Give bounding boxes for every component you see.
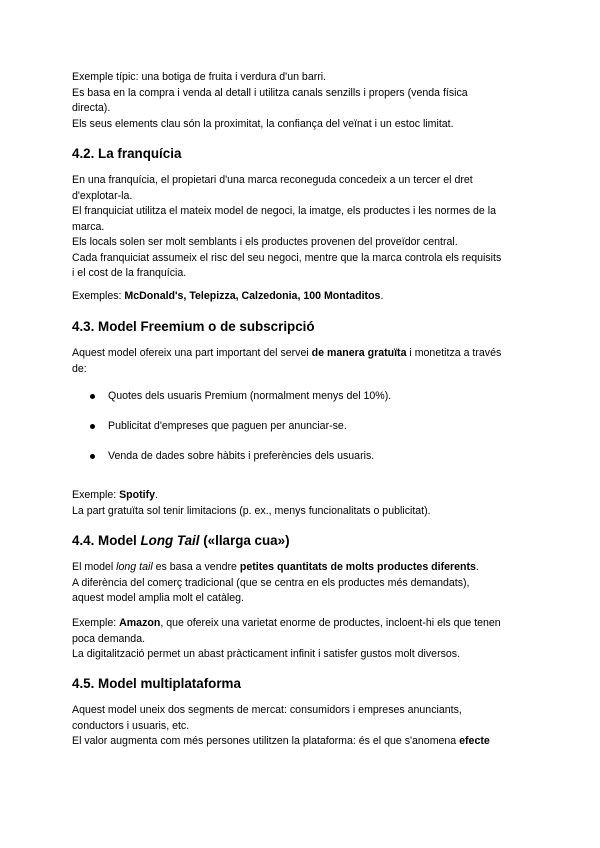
examples-brands: McDonald's, Telepizza, Calzedonia, 100 Montaditos [124, 290, 381, 302]
bullet-item: Venda de dades sobre hàbits i preferències dels usuaris. [108, 450, 375, 462]
example-end: . [155, 489, 158, 501]
franquicia-paragraph [72, 173, 530, 282]
bullet-item: Publicitat d'empreses que paguen per anunciar-se. [108, 420, 347, 432]
text-line: Els locals solen ser molt semblants i els productes provenen del proveïdor central. [72, 236, 458, 248]
text-bold: petites quantitats de molts productes diferents [239, 561, 476, 573]
text-bold: de manera gratuïta [311, 347, 407, 359]
text-bold: efecte [459, 735, 490, 747]
text-line: El franquiciat utilitza el mateix model de negoci, la imatge, els productes i les normes de la [72, 205, 496, 217]
intro-line: Es basa en la compra i venda al detall i utilitza canals senzills i propers (venda física [72, 86, 468, 99]
long-tail-paragraph [72, 560, 530, 607]
heading-fragment: 4.4. Model [72, 533, 141, 548]
examples-end: . [380, 290, 384, 302]
section-heading-long-tail [72, 532, 290, 550]
text-line: de: [72, 362, 87, 375]
section-heading-franquicia: 4.2. La franquícia [72, 146, 182, 161]
text-fragment: El valor augmenta com més persones utilitzen la plataforma: és el que s'anomena [72, 735, 460, 747]
bullet-item: Quotes dels usuaris Premium (normalment menys del 10%). [108, 390, 392, 402]
bullet-icon [90, 394, 95, 399]
intro-line: directa). [72, 102, 111, 114]
example-label: Exemple: [72, 489, 120, 501]
section-heading-freemium: 4.3. Model Freemium o de subscripció [72, 319, 315, 334]
intro-paragraph [72, 70, 530, 132]
text-line: d'explotar-la. [72, 189, 133, 202]
text-fragment: i monetitza a través [406, 347, 502, 359]
text-line: Cada franquiciat assumeix el risc del seu negoci, mentre que la marca controla els requisits [72, 251, 502, 264]
example-label: Exemple: [72, 617, 120, 629]
text-fragment: es basa a vendre [152, 561, 240, 573]
freemium-example [72, 488, 530, 519]
section-heading-multiplataforma: 4.5. Model multiplataforma [72, 676, 241, 691]
text-line: i el cost de la franquícia. [72, 267, 187, 279]
freemium-paragraph [72, 346, 530, 377]
examples-label: Exemples: [72, 290, 125, 302]
text-fragment: , que ofereix una varietat enorme de productes, incloent-hi els que tenen [160, 617, 501, 629]
text-fragment: Aquest model ofereix una part important del servei [72, 347, 312, 359]
bullet-icon [90, 454, 95, 459]
intro-line: Exemple típic: una botiga de fruita i verdura d'un barri. [72, 71, 327, 83]
bullet-icon [90, 424, 95, 429]
multiplataforma-paragraph [72, 703, 530, 750]
text-line: aquest model amplia molt el catàleg. [72, 592, 244, 604]
long-tail-example [72, 616, 530, 663]
example-brand: Spotify [119, 489, 156, 501]
text-line: En una franquícia, el propietari d'una marca reconeguda concedeix a un tercer el dret [72, 174, 473, 186]
heading-italic: Long Tail [140, 533, 200, 548]
text-line: marca. [72, 220, 105, 233]
text-line: A diferència del comerç tradicional (que se centra en els productes més demandats), [72, 576, 470, 589]
intro-line: Els seus elements clau són la proximitat, la confiança del veïnat i un estoc limitat. [72, 117, 454, 130]
text-italic: long tail [116, 561, 153, 573]
heading-fragment: («llarga cua») [199, 533, 290, 548]
text-line: poca demanda. [72, 632, 146, 645]
text-line: Aquest model uneix dos segments de mercat: consumidors i empreses anunciants, [72, 704, 462, 716]
text-line: La part gratuïta sol tenir limitacions (p. ex., menys funcionalitats o publicitat). [72, 504, 431, 517]
text-line: La digitalització permet un abast pràcticament infinit i satisfer gustos molt diversos. [72, 648, 461, 660]
text-line: conductors i usuaris, etc. [72, 719, 190, 732]
franquicia-examples [72, 289, 530, 305]
text-fragment: El model [72, 561, 117, 573]
example-brand: Amazon [119, 617, 161, 629]
text-fragment: . [475, 561, 479, 573]
